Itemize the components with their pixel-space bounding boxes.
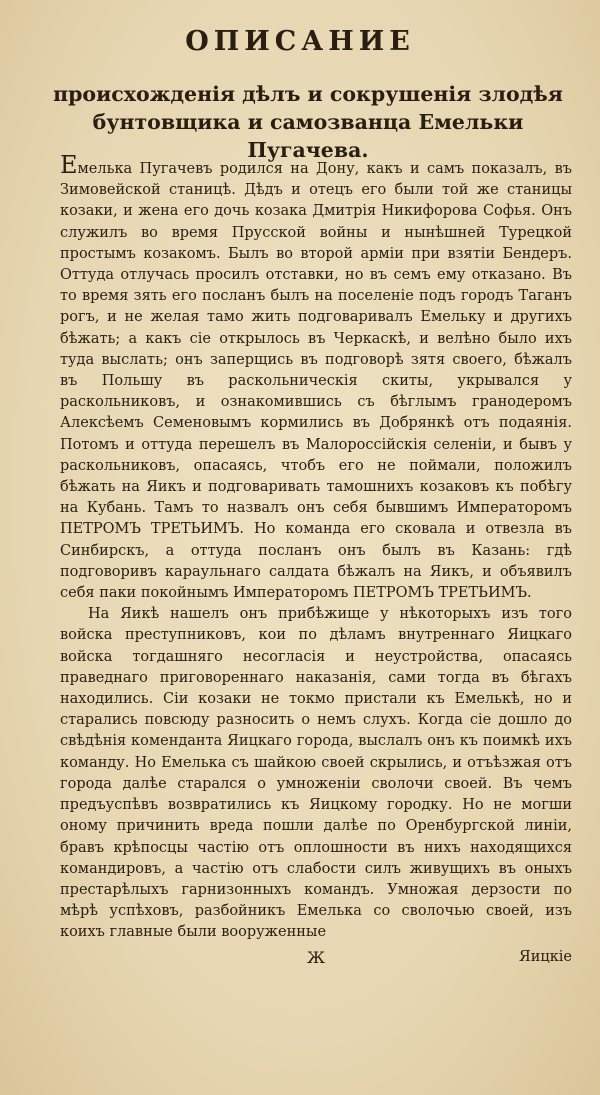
page-title: ОПИСАНИЕ — [185, 26, 415, 57]
signature-mark: Ж — [307, 947, 325, 967]
page-footer — [60, 947, 572, 968]
catchword: Яицкіе — [519, 948, 572, 965]
paragraph-1: Емелька Пугачевъ родился на Дону, какъ и самъ показалъ, въ Зимовейской станицѣ. Дѣдъ и отецъ его были той же станицы козаки, и жена его дочь козака Дмитрія Никифорова Софья. Онъ служилъ во время Прусской войны и нынѣшней Турецкой простымъ козакомъ. Былъ во второй арміи при взятіи Бендеръ. Оттуда отлучась просилъ отставки, но въ семъ ему отказано. Въ то время зять его посланъ былъ на поселеніе подъ городъ Таганъ рогъ, и не желая тамо жить подговаривалъ Емельку и другихъ бѣжать; а какъ сіе открылось въ Черкаскѣ, и велѣно было ихъ туда выслать; онъ заперщись въ подговорѣ зятя своего, бѣжалъ въ Польшу въ раскольническія скиты, укрывался у раскольниковъ, и ознакомившись съ бѣглымъ гранодеромъ Алексѣемъ Семеновымъ кормились въ Добрянкѣ отъ подаянія. Потомъ и оттуда перешелъ въ Малороссійскія селеніи, и бывъ у раскольниковъ, опасаясь, чтобъ его не поймали, положилъ бѣжать на Яикъ и подговаривать тамошнихъ козаковъ къ побѣгу на Кубань. Тамъ то назвалъ онъ себя бывшимъ Императоромъ ПЕТРОМЪ ТРЕТЬИМЪ. Но команда его сковала и отвезла въ Синбирскъ, а оттуда посланъ онъ былъ въ Казань: гдѣ подговоривъ караульнаго салдата бѣжалъ на Яикъ, и объявилъ себя паки покойнымъ Императоромъ ПЕТРОМЪ ТРЕТЬИМЪ. — [60, 151, 572, 602]
page-subtitle: происхожденія дѣлъ и сокрушенія злодѣя бунтовщика и самозванца Емельки Пугачева. — [53, 82, 563, 162]
paragraph-2: На Яикѣ нашелъ онъ прибѣжище у нѣкоторыхъ изъ того войска преступниковъ, кои по дѣламъ внутреннаго Яицкаго войска тогдашняго несогласія и неустройства, опасаясь праведнаго приговореннаго наказанія, сами тогда въ бѣгахъ находились. Сіи козаки не токмо пристали къ Емелькѣ, но и старались повсюду разносить о немъ слухъ. Когда сіе дошло до свѣдѣнія коменданта Яицкаго города, выслалъ онъ къ поимкѣ ихъ команду. Но Емелька съ шайкою своей скрылись, и отъѣзжая отъ города далѣе старался о умноженіи сволочи своей. Въ чемъ предъуспѣвъ возвратились къ Яицкому городку. Но не могши оному причинить вреда пошли далѣе по Оренбургской линіи, бравъ крѣпосцы частію отъ оплошности въ нихъ находящихся командировъ, а частію отъ слабости силъ живущихъ въ оныхъ престарѣлыхъ гарнизонныхъ командъ. Умножая дерзости по мѣрѣ успѣховъ, разбойникъ Емелька со сволочью своей, изъ коихъ главные были вооруженные — [60, 606, 572, 941]
body-text — [60, 151, 572, 968]
